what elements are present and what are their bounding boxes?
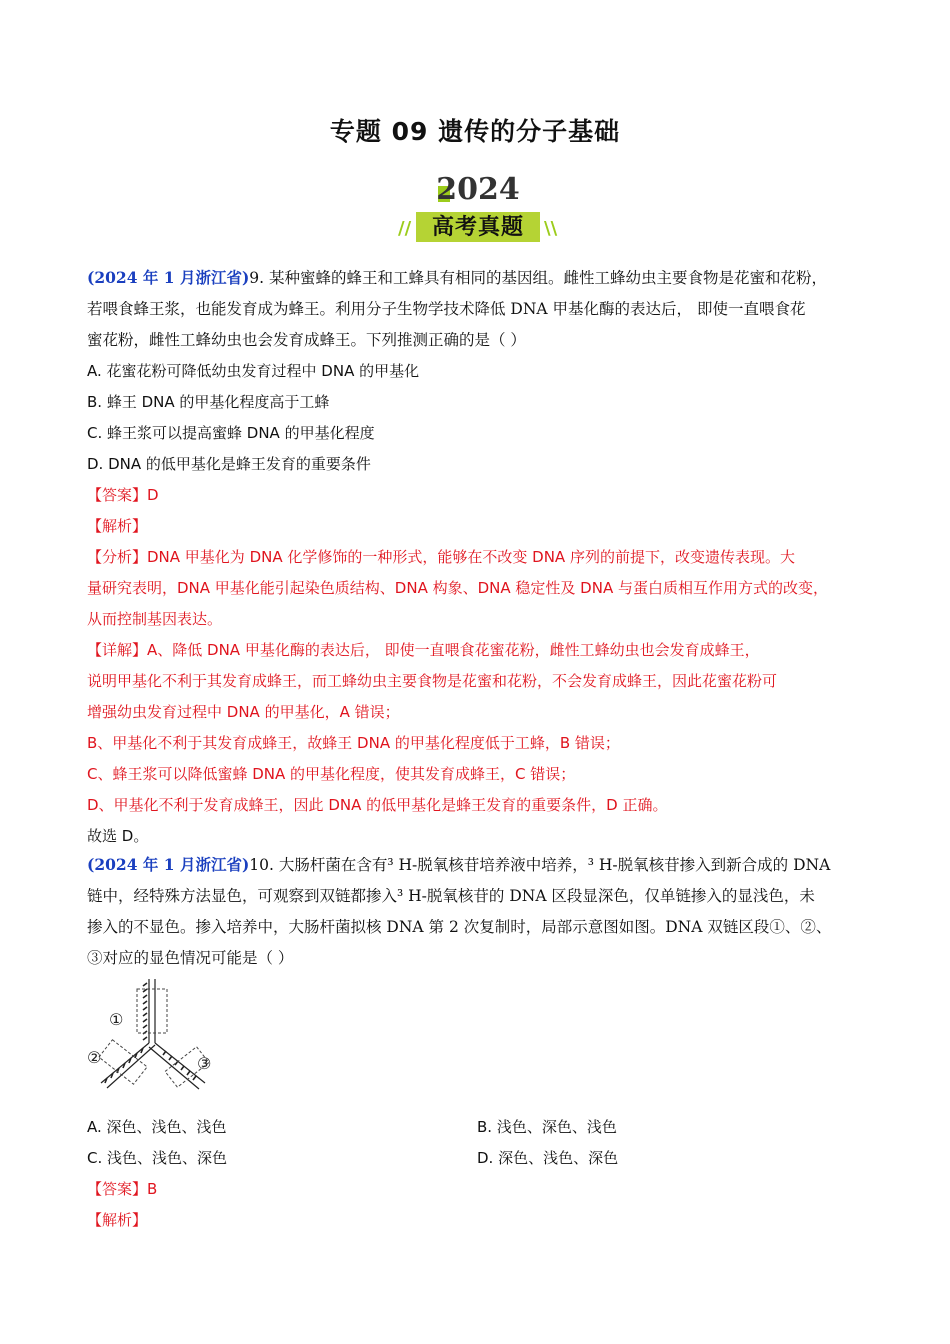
q9-analysis-heading: 【解析】 — [87, 517, 148, 535]
question-10 — [87, 849, 877, 974]
q9-option-b: B. 蜂王 DNA 的甲基化程度高于工蜂 — [87, 393, 330, 411]
q9-analysis-line: 说明甲基化不利于其发育成蜂王，而工蜂幼虫主要食物是花蜜和花粉，不会发育成蜂王，因此花蜜花粉可 — [87, 672, 778, 690]
q10-option-row — [87, 1143, 877, 1174]
q10-analysis-heading: 【解析】 — [87, 1211, 148, 1229]
q9-option-a: A. 花蜜花粉可降低幼虫发育过程中 DNA 的甲基化 — [87, 362, 420, 380]
q9-answer: 【答案】D — [87, 486, 159, 504]
q10-answer: 【答案】B — [87, 1180, 158, 1198]
q10-stem-line — [87, 849, 877, 881]
badge-year: 2024 — [436, 172, 520, 207]
q10-stem-line: 链中，经特殊方法显色，可观察到双链都掺入³ H-脱氧核苷的 DNA 区段显深色，仅单链掺入的显浅色，未 — [87, 887, 815, 905]
q9-analysis-line: 增强幼虫发育过程中 DNA 的甲基化，A 错误； — [87, 703, 400, 721]
badge-label: 高考真题 — [431, 215, 524, 240]
dna-replication-figure — [87, 975, 227, 1100]
q10-option-d: D. 深色、浅色、深色 — [477, 1149, 619, 1167]
q9-source: (2024 年 1 月浙江省) — [87, 268, 250, 287]
left-slash-decoration: // — [398, 218, 412, 239]
q9-analysis-line: B、甲基化不利于其发育成蜂王，故蜂王 DNA 的甲基化程度低于工蜂，B 错误； — [87, 734, 620, 752]
q9-stem-line: 若喂食蜂王浆，也能发育成为蜂王。利用分子生物学技术降低 DNA 甲基化酶的表达后， 即使一直喂食花 — [87, 300, 806, 318]
q10-source: (2024 年 1 月浙江省) — [87, 855, 250, 874]
q9-option-c: C. 蜂王浆可以提高蜜蜂 DNA 的甲基化程度 — [87, 424, 375, 442]
figure-label-1: ① — [109, 1010, 124, 1029]
year-badge — [378, 170, 578, 248]
q9-analysis-line: D、甲基化不利于发育成蜂王，因此 DNA 的低甲基化是蜂王发育的重要条件，D 正确。 — [87, 796, 668, 814]
q10-stem-line: 掺入的不显色。掺入培养中，大肠杆菌拟核 DNA 第 2 次复制时，局部示意图如图。DNA 双链区段①、②、 — [87, 918, 832, 936]
q9-analysis-line: C、蜂王浆可以降低蜜蜂 DNA 的甲基化程度，使其发育成蜂王，C 错误； — [87, 765, 576, 783]
figure-label-3: ③ — [197, 1054, 212, 1073]
q9-stem-text: 9. 某种蜜蜂的蜂王和工蜂具有相同的基因组。雌性工蜂幼虫主要食物是花蜜和花粉， — [249, 269, 827, 287]
q9-analysis-line: 【详解】A、降低 DNA 甲基化酶的表达后， 即使一直喂食花蜜花粉，雌性工蜂幼虫也会发育成蜂王， — [87, 641, 760, 659]
q10-option-c: C. 浅色、浅色、深色 — [87, 1149, 228, 1167]
region-2-box — [99, 1040, 147, 1084]
page-title: 专题 09 遗传的分子基础 — [329, 117, 621, 146]
q9-conclusion: 故选 D。 — [87, 827, 149, 845]
right-slash-decoration: \\ — [544, 218, 558, 239]
q9-option-d: D. DNA 的低甲基化是蜂王发育的重要条件 — [87, 455, 371, 473]
q10-option-b: B. 浅色、深色、浅色 — [477, 1118, 617, 1136]
question-9 — [87, 262, 877, 852]
question-10-options — [87, 1112, 877, 1236]
q9-stem-line — [87, 262, 877, 294]
q9-analysis-line: 从而控制基因表达。 — [87, 610, 223, 628]
q9-analysis-line: 【分析】DNA 甲基化为 DNA 化学修饰的一种形式，能够在不改变 DNA 序列的前提下，改变遗传表现。大 — [87, 548, 795, 566]
q10-option-a: A. 深色、浅色、浅色 — [87, 1118, 227, 1136]
q9-analysis-line: 量研究表明，DNA 甲基化能引起染色质结构、DNA 构象、DNA 稳定性及 DNA 与蛋白质相互作用方式的改变， — [87, 579, 828, 597]
q10-stem-text: 10. 大肠杆菌在含有³ H-脱氧核苷培养液中培养，³ H-脱氧核苷掺入到新合成的 DNA — [249, 856, 831, 874]
q10-stem-line: ③对应的显色情况可能是（ ） — [87, 949, 294, 967]
q10-option-row — [87, 1112, 877, 1143]
q9-stem-line: 蜜花粉，雌性工蜂幼虫也会发育成蜂王。下列推测正确的是（ ） — [87, 331, 526, 349]
region-1-box — [137, 989, 167, 1033]
figure-label-2: ② — [87, 1048, 102, 1067]
